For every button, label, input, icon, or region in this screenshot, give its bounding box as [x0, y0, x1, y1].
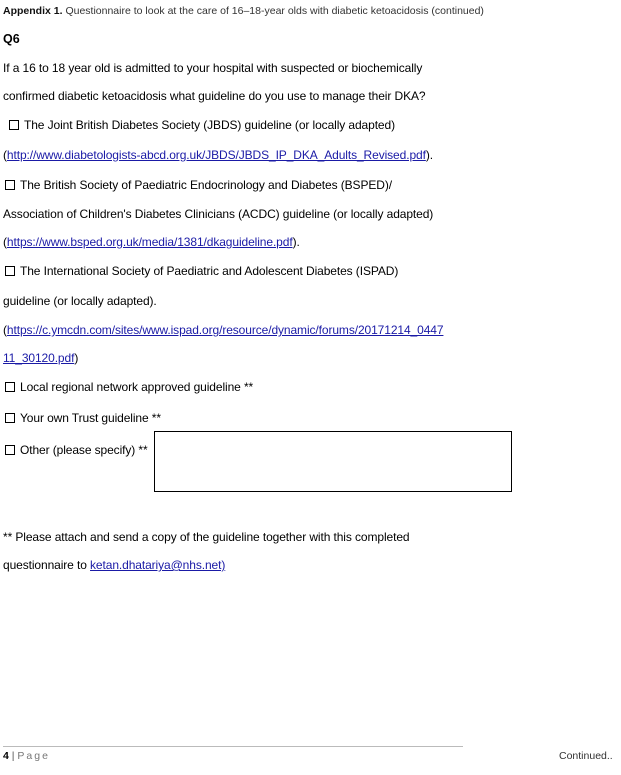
note-line1: ** Please attach and send a copy of the guideline together with this completed	[3, 530, 410, 544]
checkbox-jbds[interactable]	[9, 120, 19, 130]
paren-open: (	[3, 235, 7, 249]
other-specify-field[interactable]	[154, 431, 512, 492]
paren-open: (	[3, 323, 7, 337]
email-link[interactable]: ketan.dhatariya@nhs.net)	[90, 558, 226, 572]
option-ispad-link-line2	[3, 351, 78, 365]
appendix-header	[3, 5, 484, 17]
ispad-link[interactable]: https://c.ymcdn.com/sites/www.ispad.org/resource/dynamic/forums/20171214_0447	[6, 323, 444, 337]
option-trust	[5, 411, 161, 425]
checkbox-bsped[interactable]	[5, 180, 15, 190]
paren-close: )	[74, 351, 79, 365]
option-bsped-link-line	[3, 235, 300, 249]
paren-close: ).	[425, 148, 433, 162]
option-bsped	[5, 178, 392, 192]
option-ispad-label: The International Society of Paediatric and Adolescent Diabetes (ISPAD)	[20, 264, 399, 278]
option-jbds-label: The Joint British Diabetes Society (JBDS) guideline (or locally adapted)	[24, 118, 395, 132]
checkbox-ispad[interactable]	[5, 266, 15, 276]
option-bsped-label: The British Society of Paediatric Endocrinology and Diabetes (BSPED)/	[20, 178, 392, 192]
page-number: 4	[3, 750, 9, 762]
option-trust-label: Your own Trust guideline **	[20, 411, 161, 425]
checkbox-trust[interactable]	[5, 413, 15, 423]
continued-label: Continued..	[559, 750, 613, 762]
option-jbds	[9, 118, 395, 132]
option-ispad	[5, 264, 398, 278]
paren-close: ).	[292, 235, 300, 249]
checkbox-other[interactable]	[5, 445, 15, 455]
page-separator: |	[11, 750, 15, 762]
checkbox-regional[interactable]	[5, 382, 15, 392]
option-other	[5, 443, 148, 457]
ispad-link-continued[interactable]: 11_30120.pdf	[3, 351, 75, 365]
question-text-line1: If a 16 to 18 year old is admitted to your hospital with suspected or biochemically	[3, 61, 423, 75]
option-jbds-link-line	[3, 148, 433, 162]
option-regional	[5, 380, 253, 394]
page-footer	[3, 750, 50, 762]
page-word: Page	[17, 750, 50, 762]
option-ispad-link-line1	[3, 323, 443, 337]
option-bsped-line2: Association of Children's Diabetes Clinicians (ACDC) guideline (or locally adapted)	[3, 207, 434, 221]
paren-open: (	[3, 148, 7, 162]
note-line2	[3, 558, 225, 572]
appendix-title: Questionnaire to look at the care of 16–18-year olds with diabetic ketoacidosis (continued)	[65, 5, 484, 17]
option-regional-label: Local regional network approved guideline **	[20, 380, 254, 394]
jbds-link[interactable]: http://www.diabetologists-abcd.org.uk/JBDS/JBDS_IP_DKA_Adults_Revised.pdf	[6, 148, 426, 162]
option-ispad-line2: guideline (or locally adapted).	[3, 294, 157, 308]
footer-divider	[3, 746, 463, 747]
appendix-label: Appendix 1.	[3, 5, 63, 17]
note-prefix: questionnaire to	[3, 558, 91, 572]
bsped-link[interactable]: https://www.bsped.org.uk/media/1381/dkaguideline.pdf	[6, 235, 293, 249]
question-number: Q6	[3, 32, 20, 46]
option-other-label: Other (please specify) **	[20, 443, 148, 457]
question-text-line2: confirmed diabetic ketoacidosis what guideline do you use to manage their DKA?	[3, 89, 426, 103]
